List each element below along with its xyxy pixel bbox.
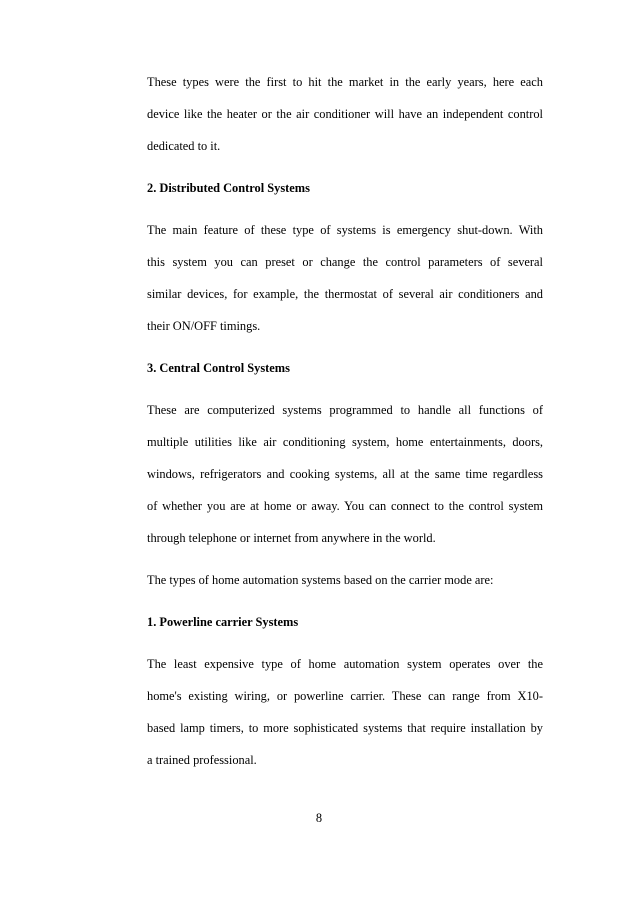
text-line: windows, refrigerators and cooking systems, all at the same time regardless	[147, 467, 543, 481]
text-line: their ON/OFF timings.	[147, 319, 261, 333]
text-line: The main feature of these type of systems is emergency shut-down. With	[147, 223, 543, 237]
text-line: multiple utilities like air conditioning system, home entertainments, doors,	[147, 435, 543, 449]
paragraph-carrier-mode-intro	[147, 564, 543, 596]
text-line: similar devices, for example, the thermostat of several air conditioners and	[147, 287, 543, 301]
paragraph-central-control	[147, 394, 543, 554]
heading-central-control-systems: 3. Central Control Systems	[147, 361, 290, 375]
paragraph-distributed-control	[147, 214, 543, 342]
text-line: device like the heater or the air conditioner will have an independent control	[147, 107, 543, 121]
text-line: of whether you are at home or away. You can connect to the control system	[147, 499, 543, 513]
text-line: The types of home automation systems based on the carrier mode are:	[147, 573, 494, 587]
page-number: 8	[315, 811, 323, 825]
page-body	[147, 66, 543, 786]
paragraph-controlled-devices	[147, 66, 543, 162]
text-line: These are computerized systems programmed to handle all functions of	[147, 403, 543, 417]
text-line: The least expensive type of home automation system operates over the	[147, 657, 543, 671]
heading-powerline-carrier-systems: 1. Powerline carrier Systems	[147, 615, 299, 629]
text-line: dedicated to it.	[147, 139, 221, 153]
text-line: home's existing wiring, or powerline carrier. These can range from X10-	[147, 689, 543, 703]
paragraph-powerline-carrier	[147, 648, 543, 776]
text-line: These types were the first to hit the market in the early years, here each	[147, 75, 543, 89]
text-line: this system you can preset or change the control parameters of several	[147, 255, 543, 269]
text-line: through telephone or internet from anywhere in the world.	[147, 531, 436, 545]
heading-distributed-control-systems: 2. Distributed Control Systems	[147, 181, 310, 195]
text-line: a trained professional.	[147, 753, 257, 767]
text-line: based lamp timers, to more sophisticated systems that require installation by	[147, 721, 543, 735]
